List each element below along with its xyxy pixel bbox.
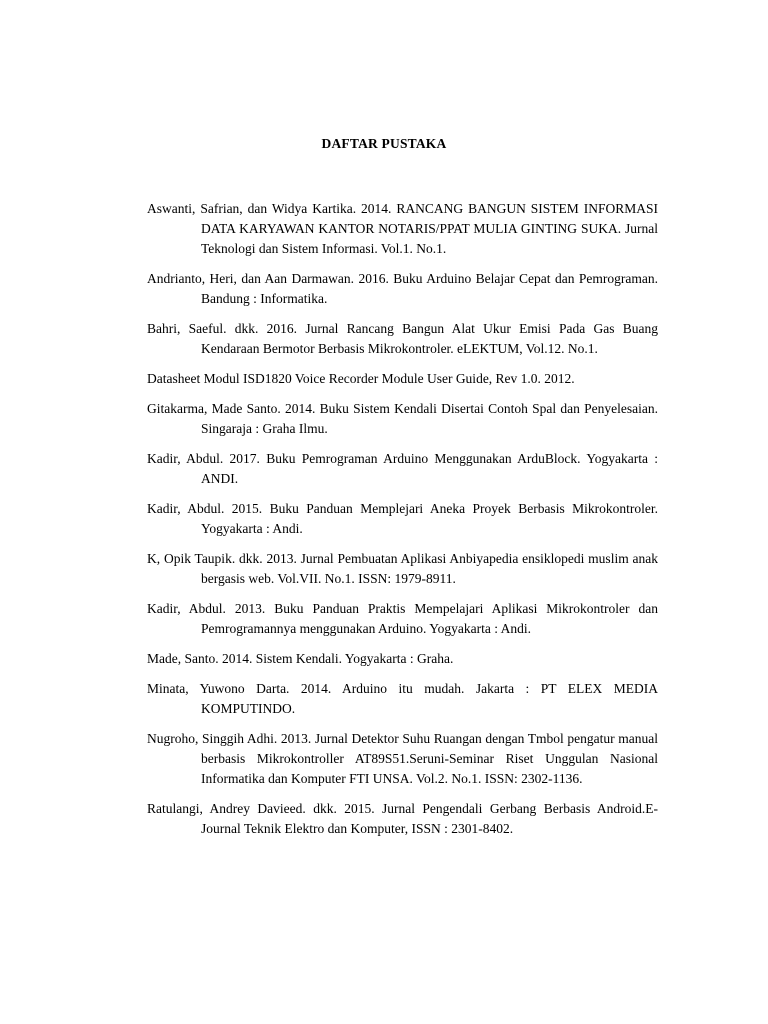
- reference-item: Ratulangi, Andrey Davieed. dkk. 2015. Jurnal Pengendali Gerbang Berbasis Android.E-Journal Teknik Elektro dan Komputer, ISSN : 2301-8402.: [147, 801, 658, 836]
- reference-item: Aswanti, Safrian, dan Widya Kartika. 2014. RANCANG BANGUN SISTEM INFORMASI DATA KARYAWAN KANTOR NOTARIS/PPAT MULIA GINTING SUKA. Jurnal Teknologi dan Sistem Informasi. Vol.1. No.1.: [147, 201, 658, 256]
- reference-item: K, Opik Taupik. dkk. 2013. Jurnal Pembuatan Aplikasi Anbiyapedia ensiklopedi muslim anak bergasis web. Vol.VII. No.1. ISSN: 1979-8911.: [147, 551, 658, 586]
- reference-item: Kadir, Abdul. 2017. Buku Pemrograman Arduino Menggunakan ArduBlock. Yogyakarta : ANDI.: [147, 451, 658, 486]
- reference-item: Bahri, Saeful. dkk. 2016. Jurnal Rancang Bangun Alat Ukur Emisi Pada Gas Buang Kendaraan Bermotor Berbasis Mikrokontroler. eLEKTUM, Vol.12. No.1.: [147, 321, 658, 356]
- reference-item: Minata, Yuwono Darta. 2014. Arduino itu mudah. Jakarta : PT ELEX MEDIA KOMPUTINDO.: [147, 681, 658, 716]
- reference-item: Andrianto, Heri, dan Aan Darmawan. 2016. Buku Arduino Belajar Cepat dan Pemrograman. Bandung : Informatika.: [147, 271, 658, 306]
- reference-item: Kadir, Abdul. 2013. Buku Panduan Praktis Mempelajari Aplikasi Mikrokontroler dan Pemrogramannya menggunakan Arduino. Yogyakarta : Andi.: [147, 601, 658, 636]
- reference-item: Kadir, Abdul. 2015. Buku Panduan Memplejari Aneka Proyek Berbasis Mikrokontroler. Yogyakarta : Andi.: [147, 501, 658, 536]
- page-title: DAFTAR PUSTAKA: [321, 136, 447, 151]
- reference-item: Made, Santo. 2014. Sistem Kendali. Yogyakarta : Graha.: [147, 651, 454, 666]
- reference-item: Nugroho, Singgih Adhi. 2013. Jurnal Detektor Suhu Ruangan dengan Tmbol pengatur manual berbasis Mikrokontroller AT89S51.Seruni-Seminar Riset Unggulan Nasional Informatika dan Komputer FTI UNSA. Vol.2. No.1. ISSN: 2302-1136.: [147, 731, 658, 786]
- reference-list: [147, 199, 658, 849]
- reference-item: Datasheet Modul ISD1820 Voice Recorder Module User Guide, Rev 1.0. 2012.: [147, 371, 575, 386]
- reference-item: Gitakarma, Made Santo. 2014. Buku Sistem Kendali Disertai Contoh Spal dan Penyelesaian. Singaraja : Graha Ilmu.: [147, 401, 658, 436]
